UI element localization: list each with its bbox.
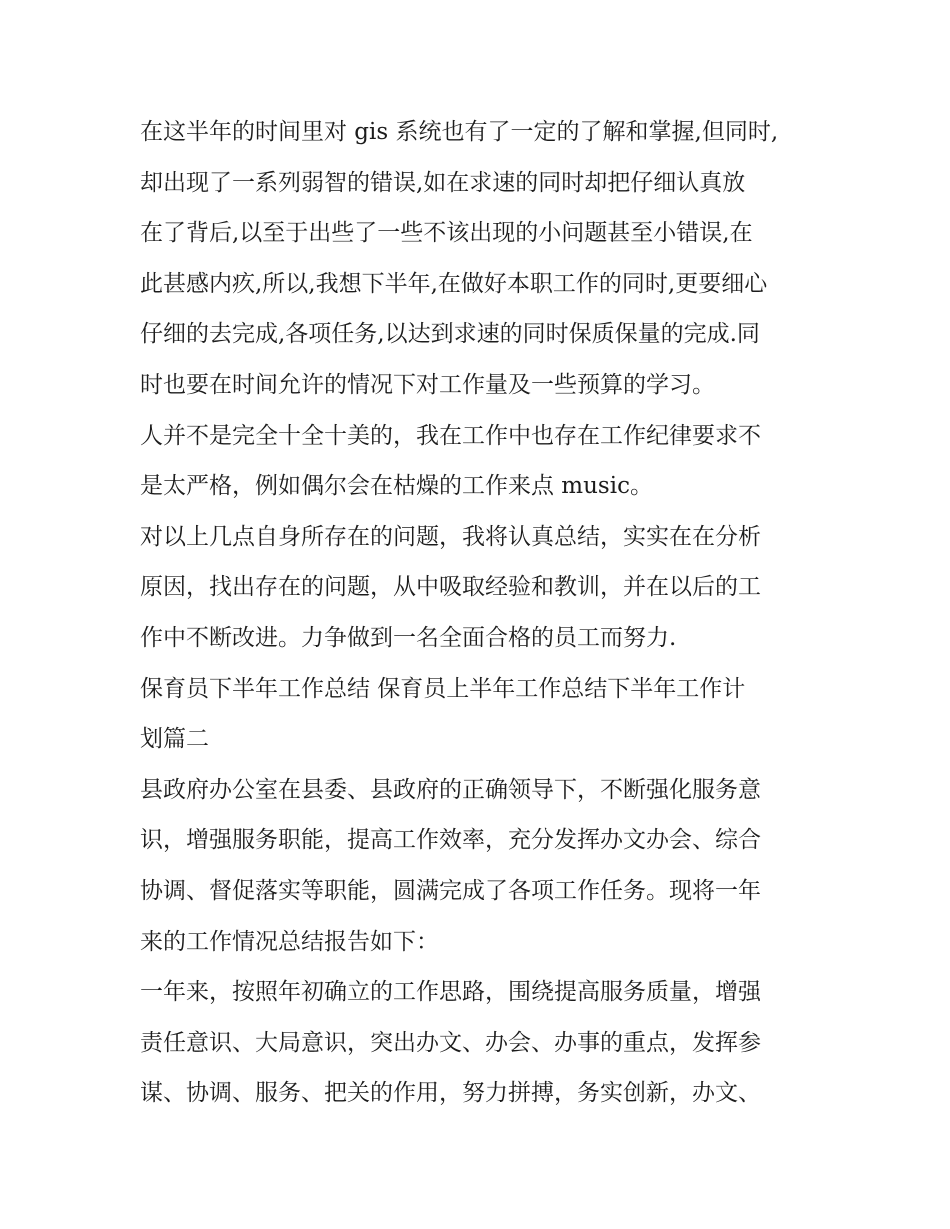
- section-heading-line: 划篇二: [140, 726, 209, 753]
- text-line: 谋、协调、服务、把关的作用，努力拼搏，务实创新，办文、: [140, 1080, 761, 1107]
- document-body: [140, 107, 815, 1119]
- text-line: 识，增强服务职能，提高工作效率，充分发挥办文办会、综合: [140, 827, 761, 854]
- text-line: 是太严格，例如偶尔会在枯燥的工作来点 music。: [140, 473, 653, 500]
- text-line: 在这半年的时间里对 gis 系统也有了一定的了解和掌握,但同时,: [140, 119, 779, 145]
- text-line: 县政府办公室在县委、县政府的正确领导下，不断强化服务意: [140, 776, 761, 803]
- text-line: 此甚感内疚,所以,我想下半年,在做好本职工作的同时,更要细心: [140, 270, 768, 297]
- text-line: 却出现了一系列弱智的错误,如在求速的同时却把仔细认真放: [140, 169, 746, 196]
- text-line: 对以上几点自身所存在的问题，我将认真总结，实实在在分析: [140, 523, 761, 550]
- text-line: 协调、督促落实等职能，圆满完成了各项工作任务。现将一年: [140, 877, 761, 904]
- text-line: 时也要在时间允许的情况下对工作量及一些预算的学习。: [140, 371, 715, 398]
- text-line: 在了背后,以至于出些了一些不该出现的小问题甚至小错误,在: [140, 220, 753, 247]
- text-line: 仔细的去完成,各项任务,以达到求速的同时保质保量的完成.同: [140, 321, 760, 348]
- section-heading-line: 保育员下半年工作总结 保育员上半年工作总结下半年工作计: [140, 675, 746, 702]
- text-line: 人并不是完全十全十美的，我在工作中也存在工作纪律要求不: [140, 422, 761, 449]
- text-line: 来的工作情况总结报告如下：: [140, 928, 439, 955]
- text-line: 原因，找出存在的问题，从中吸取经验和教训，并在以后的工: [140, 574, 761, 601]
- text-line: 作中不断改进。力争做到一名全面合格的员工而努力.: [140, 624, 677, 651]
- text-line: 一年来，按照年初确立的工作思路，围绕提高服务质量，增强: [140, 979, 761, 1006]
- text-line: 责任意识、大局意识，突出办文、办会、办事的重点，发挥参: [140, 1029, 761, 1056]
